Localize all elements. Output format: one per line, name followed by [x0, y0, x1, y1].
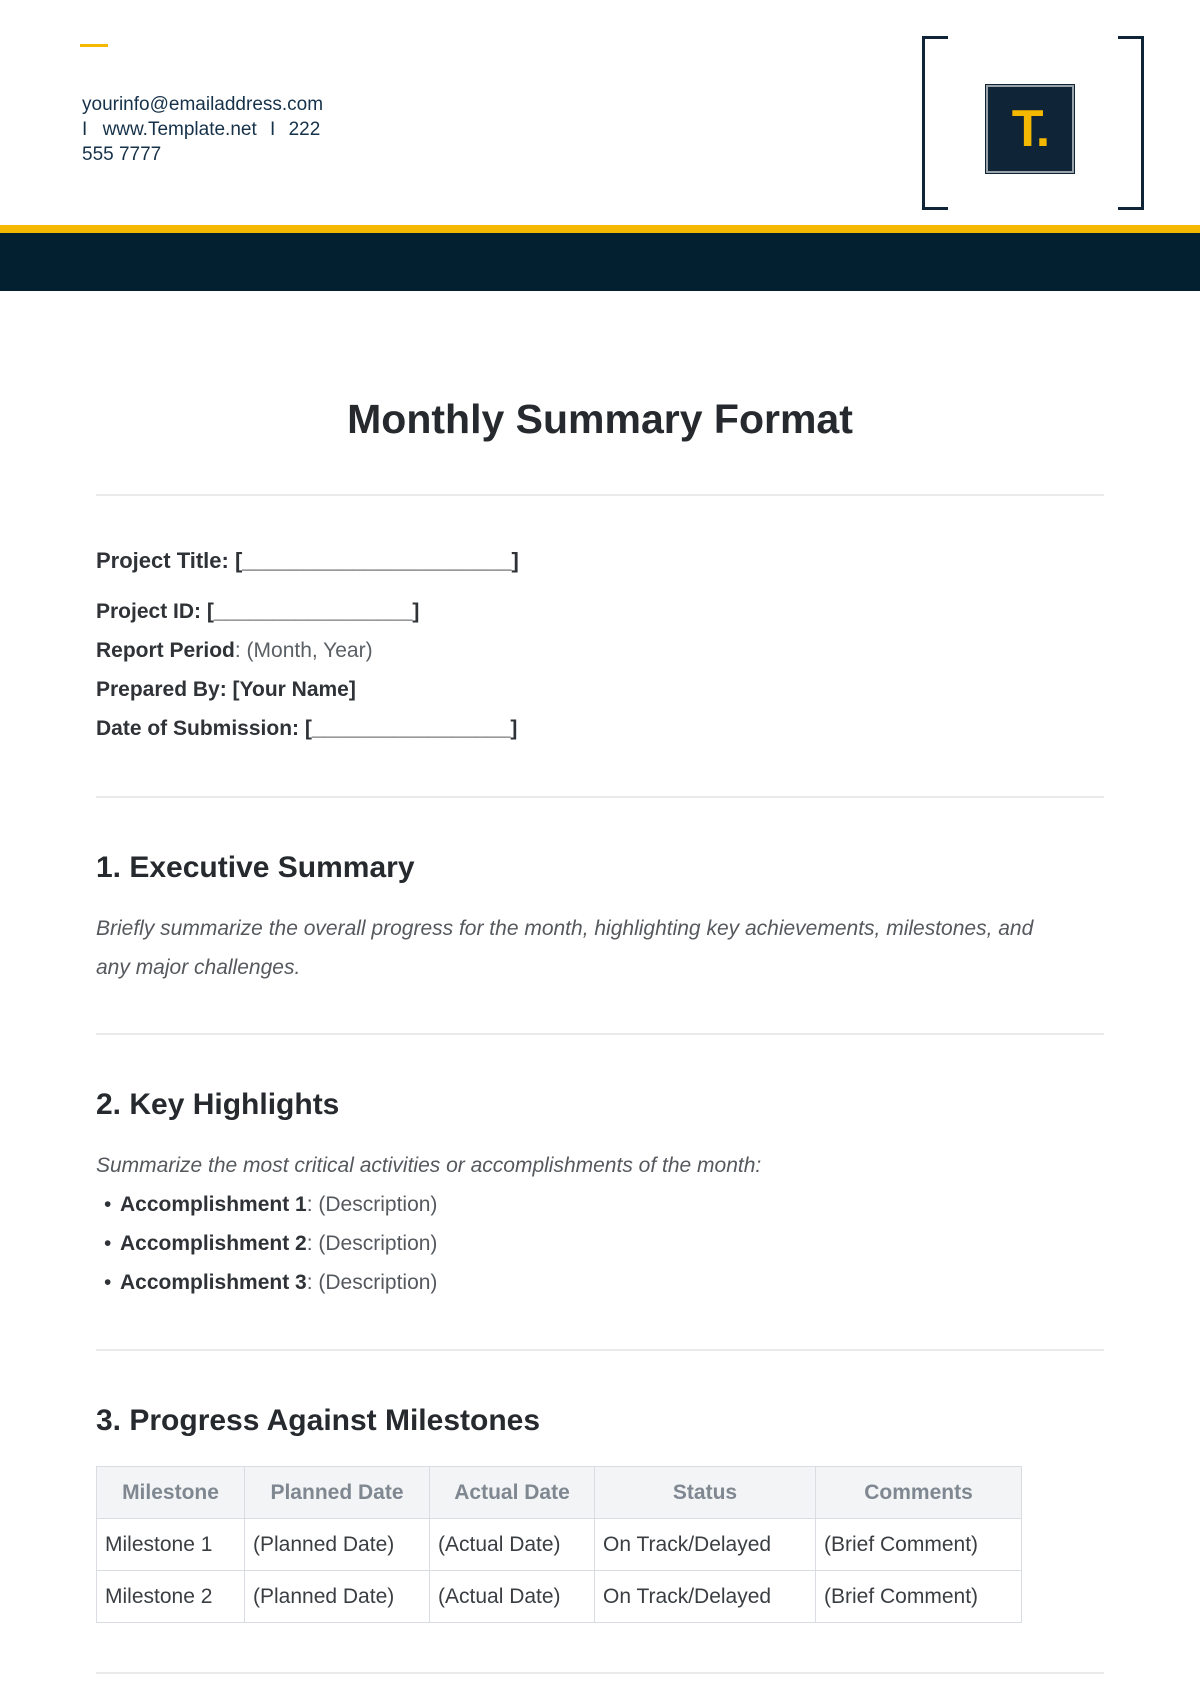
- contact-website: www.Template.net: [102, 119, 257, 140]
- section-title-key-highlights: 2. Key Highlights: [96, 1088, 340, 1121]
- divider: [96, 1672, 1104, 1674]
- milestones-table: [96, 1466, 1022, 1623]
- table-cell: (Actual Date): [430, 1571, 595, 1623]
- accomplishment-description: : (Description): [306, 1232, 438, 1255]
- table-cell: On Track/Delayed: [595, 1571, 816, 1623]
- divider: [96, 494, 1104, 496]
- right-bracket: [1118, 36, 1144, 210]
- contact-separator: I: [82, 119, 88, 140]
- accomplishment-description: : (Description): [306, 1193, 438, 1216]
- left-bracket: [922, 36, 948, 210]
- project-id-label: Project ID:: [96, 600, 202, 623]
- report-period-label: Report Period: [96, 639, 235, 662]
- list-item: • Accomplishment 2: (Description): [104, 1232, 438, 1255]
- project-id-value: [_________________]: [206, 600, 420, 623]
- column-header: Comments: [816, 1467, 1022, 1519]
- divider: [96, 1033, 1104, 1035]
- highlights-list: [104, 1185, 437, 1302]
- contact-phone-prefix: 222: [288, 119, 321, 140]
- column-header: Milestone: [97, 1467, 245, 1519]
- contact-info: [82, 92, 382, 167]
- table-cell: Milestone 2: [97, 1571, 245, 1623]
- section-title-executive-summary: 1. Executive Summary: [96, 851, 415, 884]
- column-header: Actual Date: [430, 1467, 595, 1519]
- report-period-field: [96, 639, 373, 663]
- column-header: Status: [595, 1467, 816, 1519]
- prepared-by-field: [96, 678, 356, 702]
- prepared-by-label: Prepared By: [96, 678, 220, 701]
- accomplishment-label: Accomplishment 3: [120, 1271, 307, 1294]
- accomplishment-label: Accomplishment 1: [120, 1193, 307, 1216]
- table-cell: Milestone 1: [97, 1519, 245, 1571]
- project-title-field: [96, 548, 519, 574]
- list-item: • Accomplishment 3: (Description): [104, 1271, 438, 1294]
- accomplishment-description: : (Description): [306, 1271, 438, 1294]
- project-title-label: Project Title:: [96, 548, 229, 573]
- table-cell: On Track/Delayed: [595, 1519, 816, 1571]
- table-row: [97, 1519, 1022, 1571]
- submission-date-label: Date of Submission:: [96, 717, 300, 740]
- accomplishment-label: Accomplishment 2: [120, 1232, 307, 1255]
- prepared-by-value: : [Your Name]: [219, 678, 356, 701]
- header-accent-band: [0, 225, 1200, 233]
- key-highlights-intro: Summarize the most critical activities or accomplishments of the month:: [96, 1154, 762, 1177]
- table-cell: (Planned Date): [245, 1571, 430, 1623]
- column-header: Planned Date: [245, 1467, 430, 1519]
- submission-date-value: [_________________]: [304, 717, 518, 740]
- logo-frame: [922, 36, 1144, 210]
- divider: [96, 1349, 1104, 1351]
- contact-email: yourinfo@emailaddress.com: [82, 94, 324, 115]
- table-cell: (Brief Comment): [816, 1519, 1022, 1571]
- section-title-milestones: 3. Progress Against Milestones: [96, 1404, 541, 1437]
- table-header-row: [97, 1467, 1022, 1519]
- table-cell: (Planned Date): [245, 1519, 430, 1571]
- accent-dash: [80, 44, 108, 47]
- table-row: [97, 1571, 1022, 1623]
- contact-phone: 555 7777: [82, 144, 162, 165]
- divider: [96, 796, 1104, 798]
- table-cell: (Brief Comment): [816, 1571, 1022, 1623]
- logo-text: T.: [1011, 100, 1049, 158]
- list-item: • Accomplishment 1: (Description): [104, 1193, 438, 1216]
- header-navy-band: [0, 233, 1200, 291]
- project-id-field: [96, 600, 419, 624]
- contact-separator: I: [270, 119, 276, 140]
- table-cell: (Actual Date): [430, 1519, 595, 1571]
- executive-summary-text: Briefly summarize the overall progress for the month, highlighting key achievements, milestones, and any major challenges.: [96, 917, 1034, 979]
- project-title-value: [______________________]: [234, 548, 519, 573]
- report-period-value: : (Month, Year): [234, 639, 373, 662]
- submission-date-field: [96, 717, 517, 741]
- document-title: Monthly Summary Format: [347, 396, 853, 442]
- company-logo: [986, 85, 1074, 173]
